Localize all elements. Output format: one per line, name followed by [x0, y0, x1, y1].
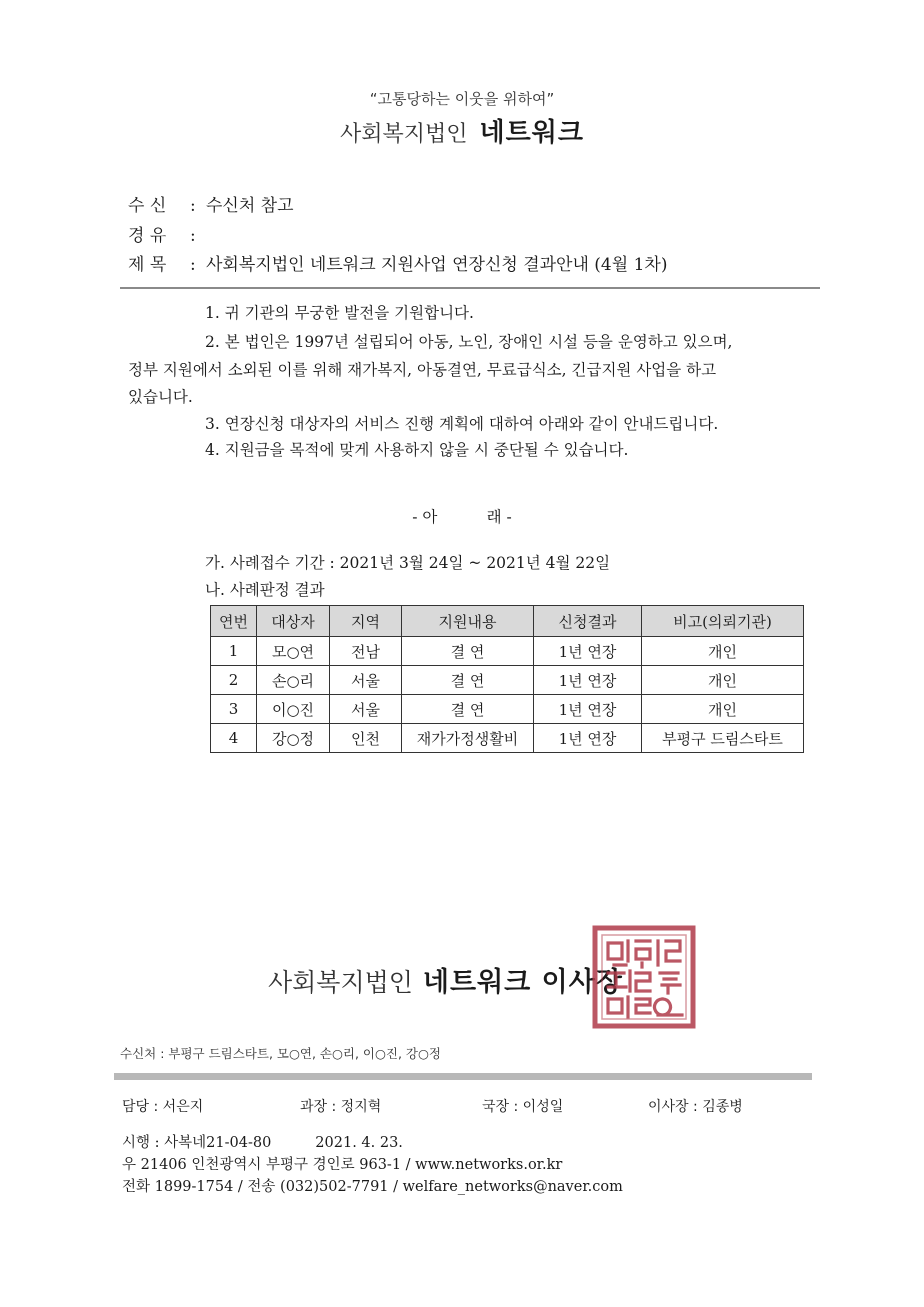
cell-support: 결 연	[402, 637, 534, 666]
cell-result: 1년 연장	[534, 666, 642, 695]
cell-no: 4	[211, 724, 257, 753]
staff-director: 국장 : 이성일	[482, 1099, 564, 1115]
issuer-prefix: 사회복지법인	[268, 968, 413, 997]
recipient-colon: :	[190, 196, 196, 216]
cell-note: 개인	[642, 637, 804, 666]
col-header-no: 연번	[211, 606, 257, 637]
col-header-region: 지역	[330, 606, 402, 637]
cell-support: 결 연	[402, 695, 534, 724]
org-name: 네트워크	[479, 118, 584, 148]
table-row	[211, 666, 804, 695]
subject-row	[128, 250, 667, 275]
footer-divider	[114, 1073, 812, 1080]
cell-region: 인천	[330, 724, 402, 753]
cell-region: 서울	[330, 666, 402, 695]
paragraph-2-line-3: 있습니다.	[128, 388, 193, 406]
cell-no: 2	[211, 666, 257, 695]
intake-period: 가. 사례접수 기간 : 2021년 3월 24일 ~ 2021년 4월 22일	[205, 554, 611, 572]
result-title: 나. 사례판정 결과	[205, 581, 325, 599]
org-header	[0, 112, 924, 149]
issuer-name: 네트워크 이사장	[422, 967, 623, 998]
cell-target: 강○정	[257, 724, 330, 753]
col-header-note: 비고(의뢰기관)	[642, 606, 804, 637]
cell-result: 1년 연장	[534, 637, 642, 666]
staff-in-charge: 담당 : 서은지	[122, 1099, 204, 1115]
subject-label: 제 목	[128, 255, 167, 275]
via-row	[128, 221, 206, 246]
cell-no: 1	[211, 637, 257, 666]
cell-support: 결 연	[402, 666, 534, 695]
paragraph-3: 3. 연장신청 대상자의 서비스 진행 계획에 대하여 아래와 같이 안내드립니다.	[205, 415, 719, 433]
subject-value: 사회복지법인 네트워크 지원사업 연장신청 결과안내 (4월 1차)	[206, 255, 668, 275]
enforcement-date: 2021. 4. 23.	[315, 1135, 403, 1151]
cell-target: 손○리	[257, 666, 330, 695]
motto: “고통당하는 이웃을 위하여”	[369, 90, 555, 108]
table-row	[211, 724, 804, 753]
enforcement-number: 시행 : 사복네21-04-80	[122, 1135, 272, 1151]
paragraph-2-line-2: 정부 지원에서 소외된 이를 위해 재가복지, 아동결연, 무료급식소, 긴급지원 사업을 하고	[128, 361, 717, 379]
via-label: 경 유	[128, 226, 167, 246]
header-divider	[120, 287, 820, 289]
contact-line: 전화 1899-1754 / 전송 (032)502-7791 / welfare_networks@naver.com	[122, 1179, 623, 1195]
org-prefix: 사회복지법인	[340, 122, 468, 147]
result-table	[210, 605, 804, 753]
paragraph-4: 4. 지원금을 목적에 맞게 사용하지 않을 시 중단될 수 있습니다.	[205, 441, 629, 459]
recipient-row	[128, 191, 294, 216]
subject-colon: :	[190, 255, 196, 275]
cell-result: 1년 연장	[534, 695, 642, 724]
cell-note: 부평구 드림스타트	[642, 724, 804, 753]
paragraph-2-line-1: 2. 본 법인은 1997년 설립되어 아동, 노인, 장애인 시설 등을 운영하고 있으며,	[205, 333, 733, 351]
col-header-result: 신청결과	[534, 606, 642, 637]
cell-result: 1년 연장	[534, 724, 642, 753]
cell-target: 모○연	[257, 637, 330, 666]
cell-no: 3	[211, 695, 257, 724]
official-seal-icon	[592, 925, 696, 1029]
recipient-value: 수신처 참고	[206, 196, 294, 216]
below-title: - 아 래 -	[412, 508, 512, 526]
table-row	[211, 695, 804, 724]
recipients-list: 수신처 : 부평구 드림스타트, 모○연, 손○리, 이○진, 강○정	[120, 1046, 441, 1061]
col-header-target: 대상자	[257, 606, 330, 637]
staff-chairman: 이사장 : 김종병	[648, 1099, 743, 1115]
table-row	[211, 637, 804, 666]
cell-support: 재가가정생활비	[402, 724, 534, 753]
address-line: 우 21406 인천광역시 부평구 경인로 963-1 / www.networks.or.kr	[122, 1157, 563, 1173]
cell-region: 전남	[330, 637, 402, 666]
enforcement-line	[122, 1131, 403, 1152]
staff-manager: 과장 : 정지혁	[300, 1099, 382, 1115]
table-header-row	[211, 606, 804, 637]
recipient-label: 수 신	[128, 196, 167, 216]
issuer-signature	[268, 960, 623, 999]
cell-target: 이○진	[257, 695, 330, 724]
cell-note: 개인	[642, 666, 804, 695]
col-header-support: 지원내용	[402, 606, 534, 637]
cell-region: 서울	[330, 695, 402, 724]
cell-note: 개인	[642, 695, 804, 724]
paragraph-1: 1. 귀 기관의 무궁한 발전을 기원합니다.	[205, 304, 474, 322]
via-colon: :	[190, 226, 196, 246]
